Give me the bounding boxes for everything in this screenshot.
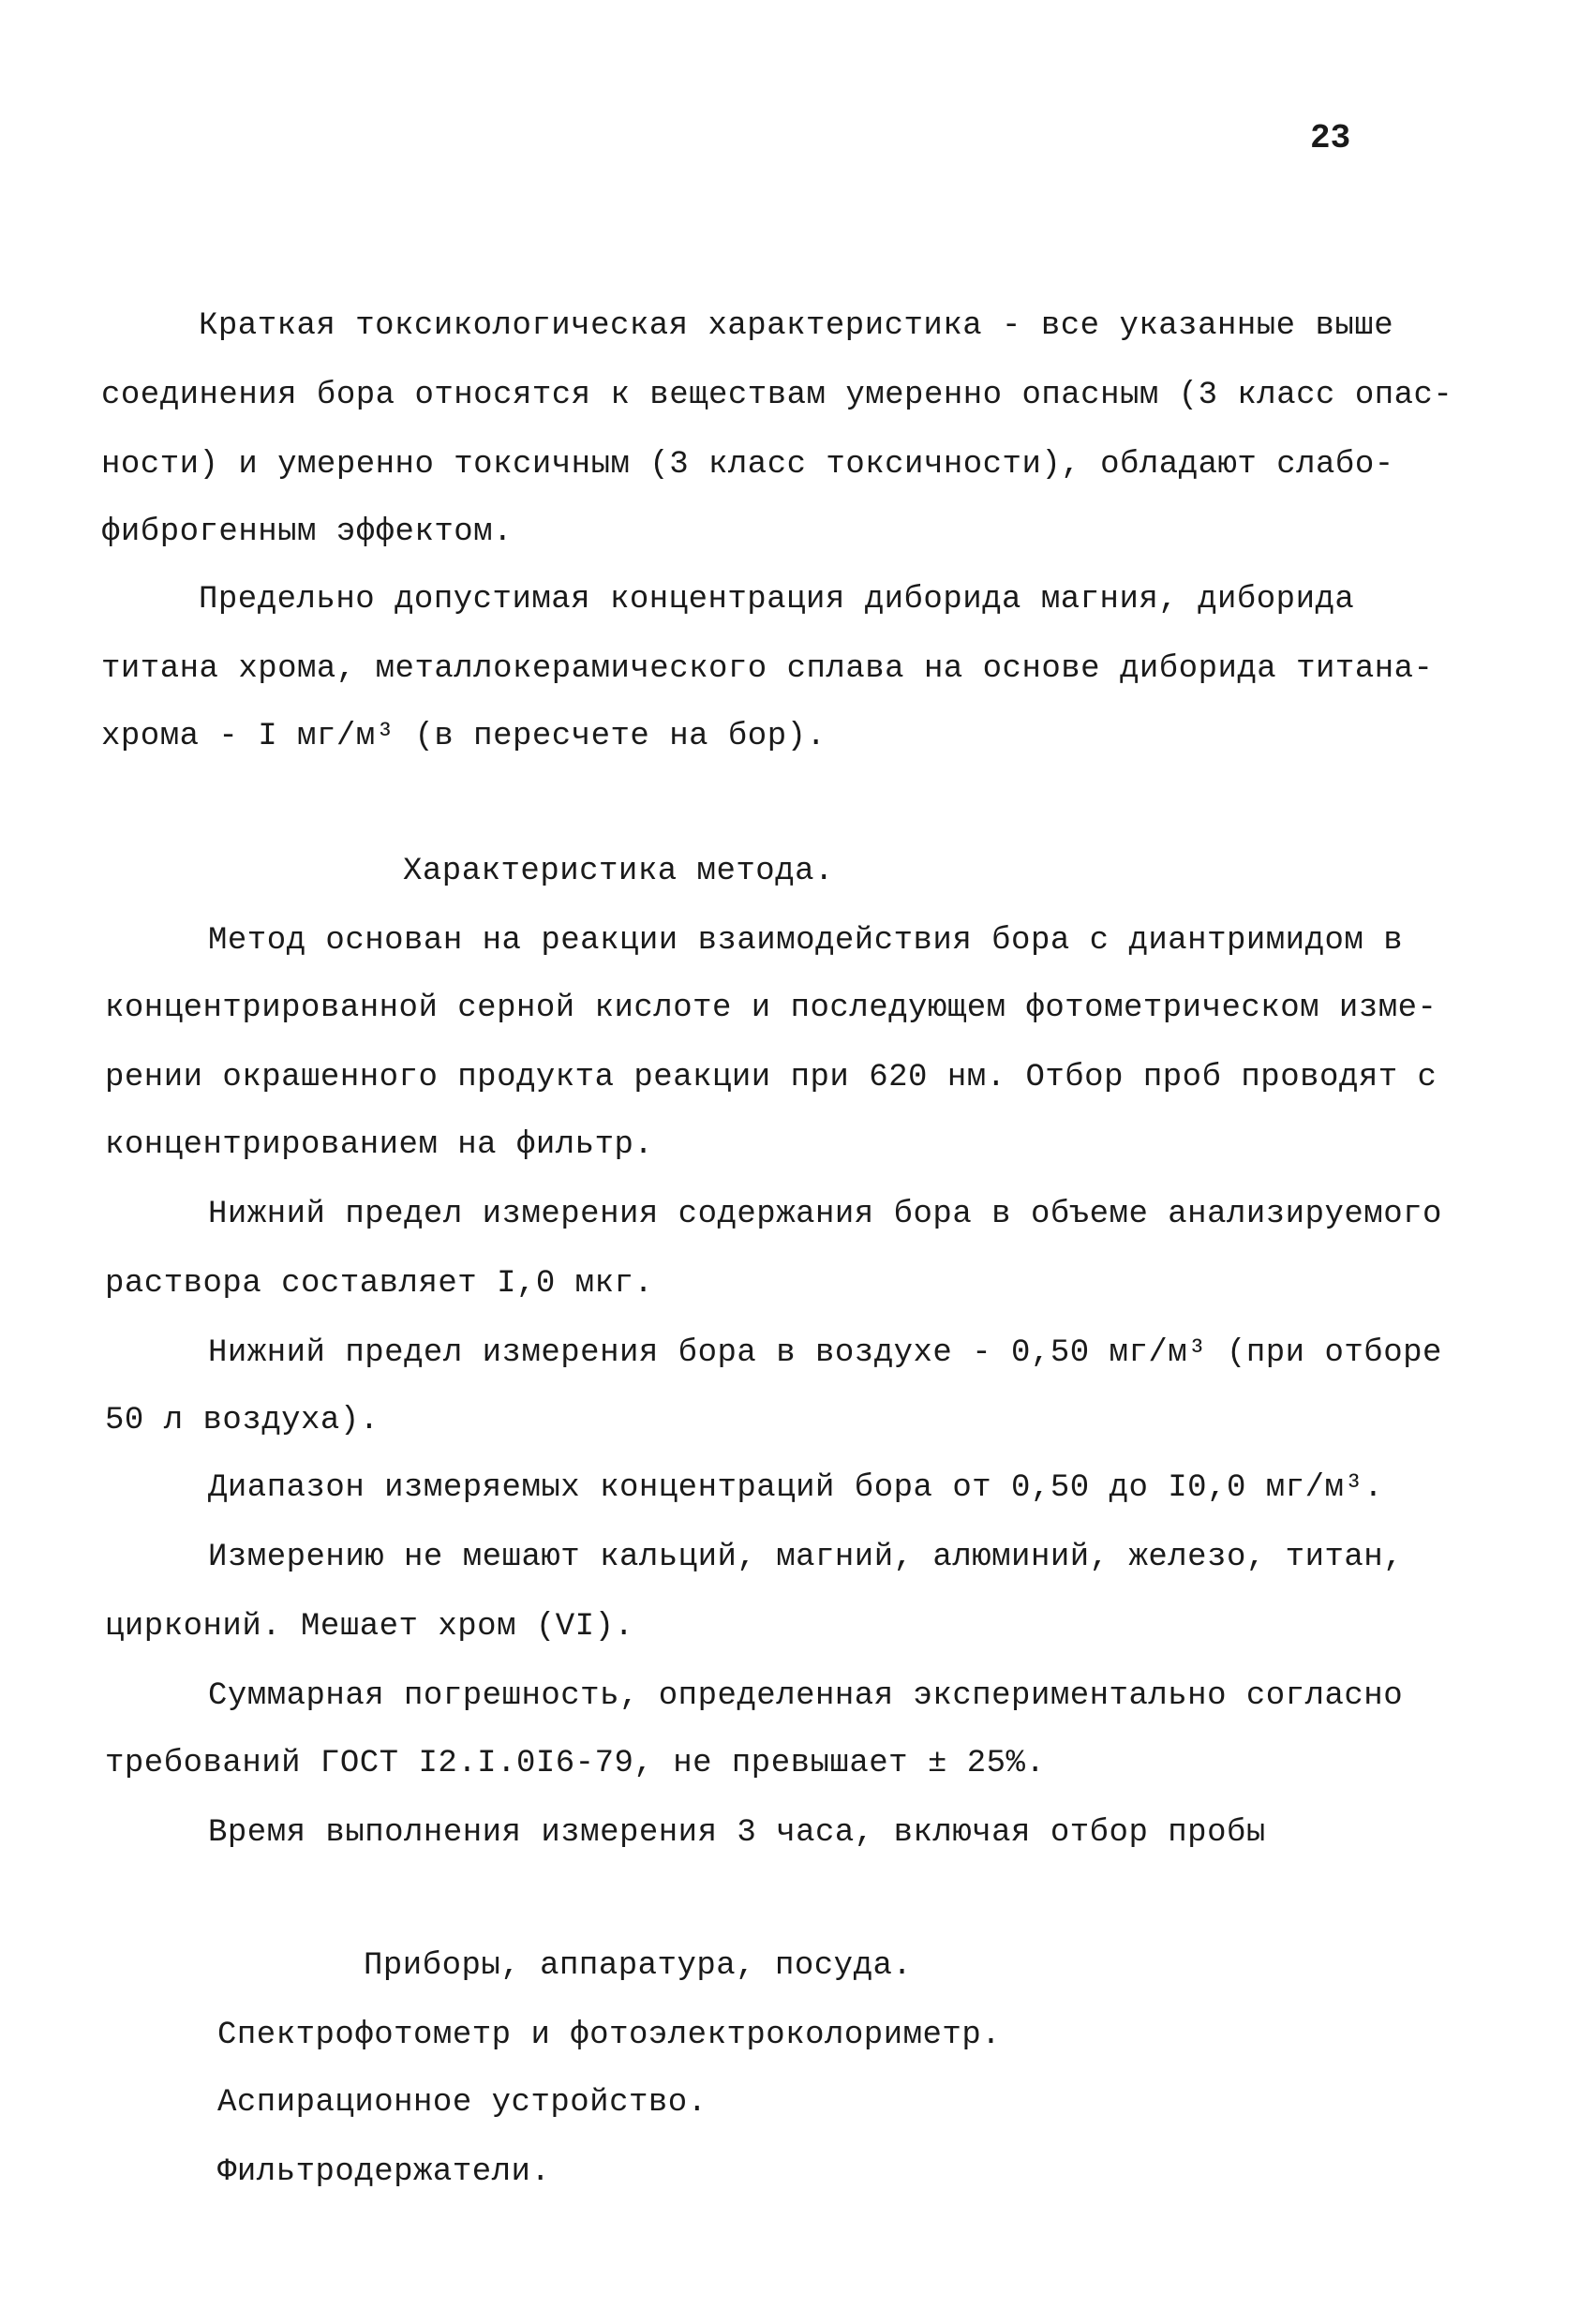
method-p6-line-1: Суммарная погрешность, определенная экспериментально согласно (208, 1678, 1404, 1714)
method-p2-line-1: Нижний предел измерения содержания бора в объеме анализируемого (208, 1197, 1442, 1232)
method-heading: Характеристика метода. (403, 854, 834, 889)
toxicology-line-1: Краткая токсикологическая характеристика - все указанные выше (199, 308, 1394, 344)
method-p2-line-2: раствора составляет I,0 мкг. (105, 1266, 654, 1302)
equipment-item-2: Аспирационное устройство. (217, 2085, 708, 2121)
equipment-item-3: Фильтродержатели. (217, 2154, 551, 2190)
equipment-item-1: Спектрофотометр и фотоэлектроколориметр. (217, 2018, 1002, 2053)
method-p1-line-2: концентрированной серной кислоте и последующем фотометрическом изме- (105, 991, 1438, 1026)
equipment-heading: Приборы, аппаратура, посуда. (364, 1948, 913, 1984)
method-p4-line: Диапазон измеряемых концентраций бора от 0,50 до I0,0 мг/м³. (208, 1470, 1384, 1506)
method-p6-line-2: требований ГОСТ I2.I.0I6-79, не превышает ± 25%. (105, 1746, 1046, 1781)
method-p1-line-3: рении окрашенного продукта реакции при 620 нм. Отбор проб проводят с (105, 1060, 1438, 1095)
method-p1-line-4: концентрированием на фильтр. (105, 1127, 654, 1163)
mpc-line-2: титана хрома, металлокерамического сплава на основе диборида титана- (101, 651, 1434, 687)
mpc-line-1: Предельно допустимая концентрация диборида магния, диборида (199, 582, 1355, 618)
method-p7-line: Время выполнения измерения 3 часа, включая отбор пробы (208, 1815, 1266, 1851)
method-p1-line-1: Метод основан на реакции взаимодействия бора с диантримидом в (208, 923, 1404, 959)
method-p5-line-1: Измерению не мешают кальций, магний, алюминий, железо, титан, (208, 1540, 1404, 1575)
toxicology-line-2: соединения бора относятся к веществам умеренно опасным (3 класс опас- (101, 378, 1453, 413)
toxicology-line-3: ности) и умеренно токсичным (3 класс токсичности), обладают слабо- (101, 447, 1394, 483)
mpc-line-3: хрома - I мг/м³ (в пересчете на бор). (101, 719, 827, 754)
method-p5-line-2: цирконий. Мешает хром (VI). (105, 1609, 634, 1645)
page-number: 23 (1310, 119, 1351, 157)
method-p3-line-1: Нижний предел измерения бора в воздухе - 0,50 мг/м³ (при отборе (208, 1335, 1442, 1371)
toxicology-line-4: фиброгенным эффектом. (101, 514, 513, 550)
method-p3-line-2: 50 л воздуха). (105, 1403, 380, 1438)
